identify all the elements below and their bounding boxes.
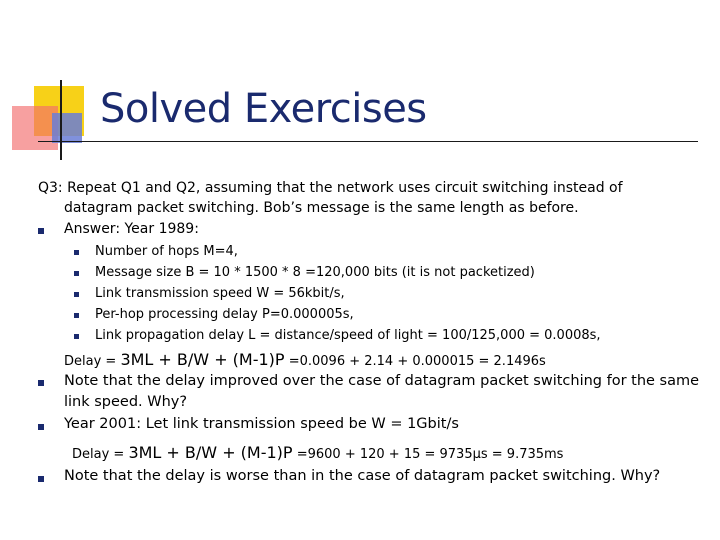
year-2001: Year 2001: Let link transmission speed be W = 1Gbit/s [64,416,459,432]
title-horizontal-rule [38,141,698,142]
bullet-icon [38,380,44,386]
sub-bullet-icon [74,334,79,339]
answer-1989: Answer: Year 1989: [64,221,199,237]
logo-blue-square [52,113,82,143]
bullet-icon [38,424,44,430]
sub-item-hops: Number of hops M=4, [95,244,238,259]
q3-label: Q3: [38,180,63,196]
delay-2-result: =9600 + 120 + 15 = 9735µs = 9.735ms [292,447,564,462]
q3-line-2: datagram packet switching. Bob’s message is the same length as before. [64,200,579,216]
note-1-line-2: link speed. Why? [64,394,188,410]
bullet-icon [38,476,44,482]
sub-bullet-icon [74,250,79,255]
sub-bullet-icon [74,271,79,276]
delay-formula-1 [64,350,546,372]
q3-text-1: Repeat Q1 and Q2, assuming that the network uses circuit switching instead of [67,180,623,196]
bullet-icon [38,228,44,234]
sub-item-propagation-delay: Link propagation delay L = distance/speed of light = 100/125,000 = 0.0008s, [95,328,601,343]
sub-bullet-icon [74,313,79,318]
delay-2-formula: 3ML + B/W + (M-1)P [128,443,293,462]
q3-line-1 [38,180,623,197]
delay-1-result: =0.0096 + 2.14 + 0.000015 = 2.1496s [284,354,546,369]
note-2: Note that the delay is worse than in the case of datagram packet switching. Why? [64,468,661,484]
delay-2-prefix: Delay = [72,447,129,462]
sub-item-link-speed: Link transmission speed W = 56kbit/s, [95,286,345,301]
sub-item-processing-delay: Per-hop processing delay P=0.000005s, [95,307,354,322]
sub-bullet-icon [74,292,79,297]
delay-1-prefix: Delay = [64,354,121,369]
page-title: Solved Exercises [100,86,427,132]
title-vertical-rule [60,80,62,160]
note-1-line-1: Note that the delay improved over the case of datagram packet switching for the same [64,373,700,389]
delay-formula-2 [72,443,563,465]
sub-item-message-size: Message size B = 10 * 1500 * 8 =120,000 bits (it is not packetized) [95,265,535,280]
delay-1-formula: 3ML + B/W + (M-1)P [120,350,285,369]
